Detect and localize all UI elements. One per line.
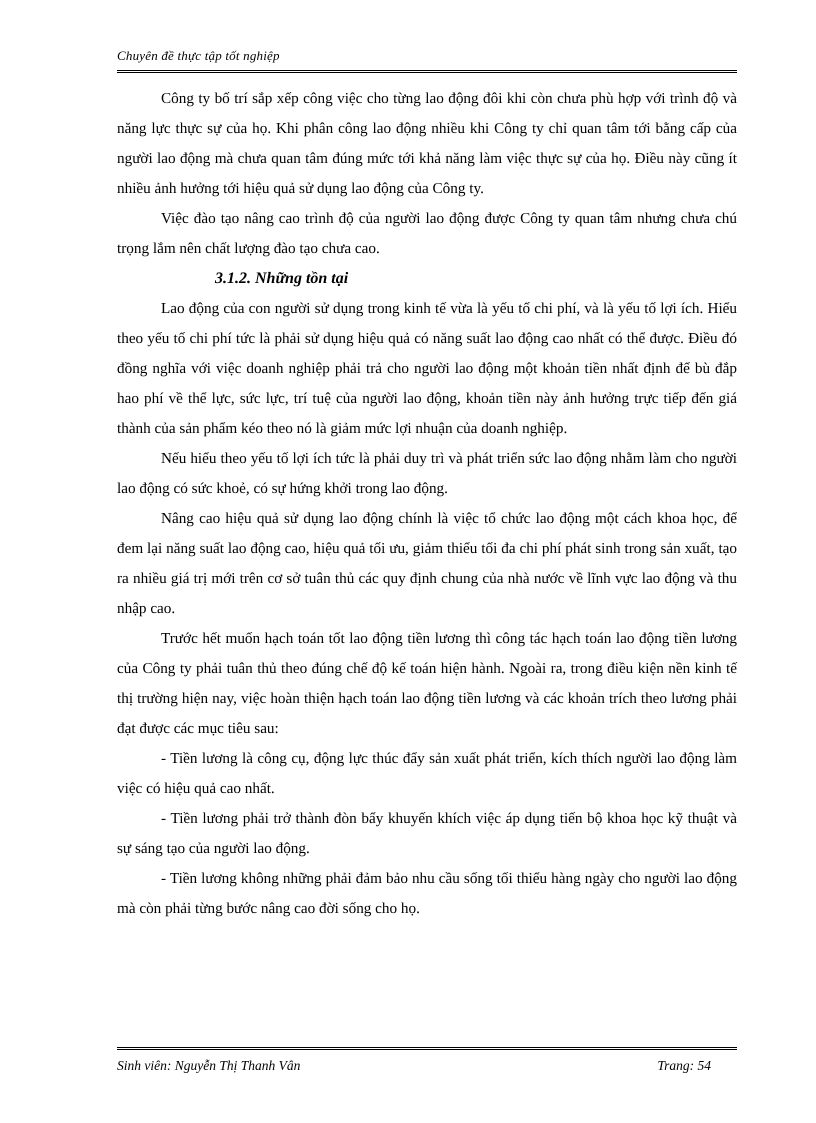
header-title: Chuyên đề thực tập tốt nghiệp — [117, 48, 280, 63]
header-rule — [117, 70, 737, 73]
paragraph-5: Nâng cao hiệu quả sử dụng lao động chính là việc tổ chức lao động một cách khoa học, để đem lại năng suất lao động cao, hiệu quả tối ưu, giảm thiểu tối đa chi phí phát sinh trong sản xuất, tạo ra nhiều giá trị mới trên cơ sở tuân thủ các quy định chung của nhà nước về lĩnh vực lao động và thu nhập cao. — [117, 510, 737, 617]
footer-rule — [117, 1047, 737, 1050]
footer-student: Sinh viên: Nguyễn Thị Thanh Vân — [117, 1058, 301, 1073]
page-header — [117, 48, 737, 64]
paragraph-2: Việc đào tạo nâng cao trình độ của người lao động được Công ty quan tâm nhưng chưa chú trọng lắm nên chất lượng đào tạo chưa cao. — [117, 210, 737, 257]
page-body — [117, 84, 737, 924]
bullet-3: - Tiền lương không những phải đảm bảo nhu cầu sống tối thiểu hàng ngày cho người lao động mà còn phải từng bước nâng cao đời sống cho họ. — [117, 870, 737, 917]
footer-page-number: Trang: 54 — [657, 1058, 711, 1073]
bullet-2: - Tiền lương phải trở thành đòn bẩy khuyến khích việc áp dụng tiến bộ khoa học kỹ thuật và sự sáng tạo của người lao động. — [117, 810, 737, 857]
paragraph-6: Trước hết muốn hạch toán tốt lao động tiền lương thì công tác hạch toán lao động tiền lương của Công ty phải tuân thủ theo đúng chế độ kế toán hiện hành. Ngoài ra, trong điều kiện nền kinh tế thị trường hiện nay, việc hoàn thiện hạch toán lao động tiền lương và các khoản trích theo lương phải đạt được các mục tiêu sau: — [117, 630, 737, 737]
paragraph-3: Lao động của con người sử dụng trong kinh tế vừa là yếu tố chi phí, và là yếu tố lợi ích. Hiểu theo yếu tố chi phí tức là phải sử dụng hiệu quả có năng suất lao động cao nhất có thể được. Điều đó đồng nghĩa với việc doanh nghiệp phải trả cho người lao động một khoản tiền nhất định để bù đắp hao phí về thể lực, sức lực, trí tuệ của người lao động, khoản tiền này ảnh hưởng trực tiếp đến giá thành của sản phẩm kéo theo nó là giảm mức lợi nhuận của doanh nghiệp. — [117, 300, 737, 437]
paragraph-1: Công ty bố trí sắp xếp công việc cho từng lao động đôi khi còn chưa phù hợp với trình độ và năng lực thực sự của họ. Khi phân công lao động nhiều khi Công ty chỉ quan tâm tới bằng cấp của người lao động mà chưa quan tâm đúng mức tới khả năng làm việc thực sự của họ. Điều này cũng ít nhiều ảnh hưởng tới hiệu quả sử dụng lao động của Công ty. — [117, 90, 737, 197]
section-heading: 3.1.2. Những tồn tại — [215, 270, 349, 287]
paragraph-4: Nếu hiểu theo yếu tố lợi ích tức là phải duy trì và phát triển sức lao động nhằm làm cho người lao động có sức khoẻ, có sự hứng khởi trong lao động. — [117, 450, 737, 497]
page-footer — [117, 1057, 711, 1075]
bullet-1: - Tiền lương là công cụ, động lực thúc đẩy sản xuất phát triển, kích thích người lao động làm việc có hiệu quả cao nhất. — [117, 750, 737, 797]
